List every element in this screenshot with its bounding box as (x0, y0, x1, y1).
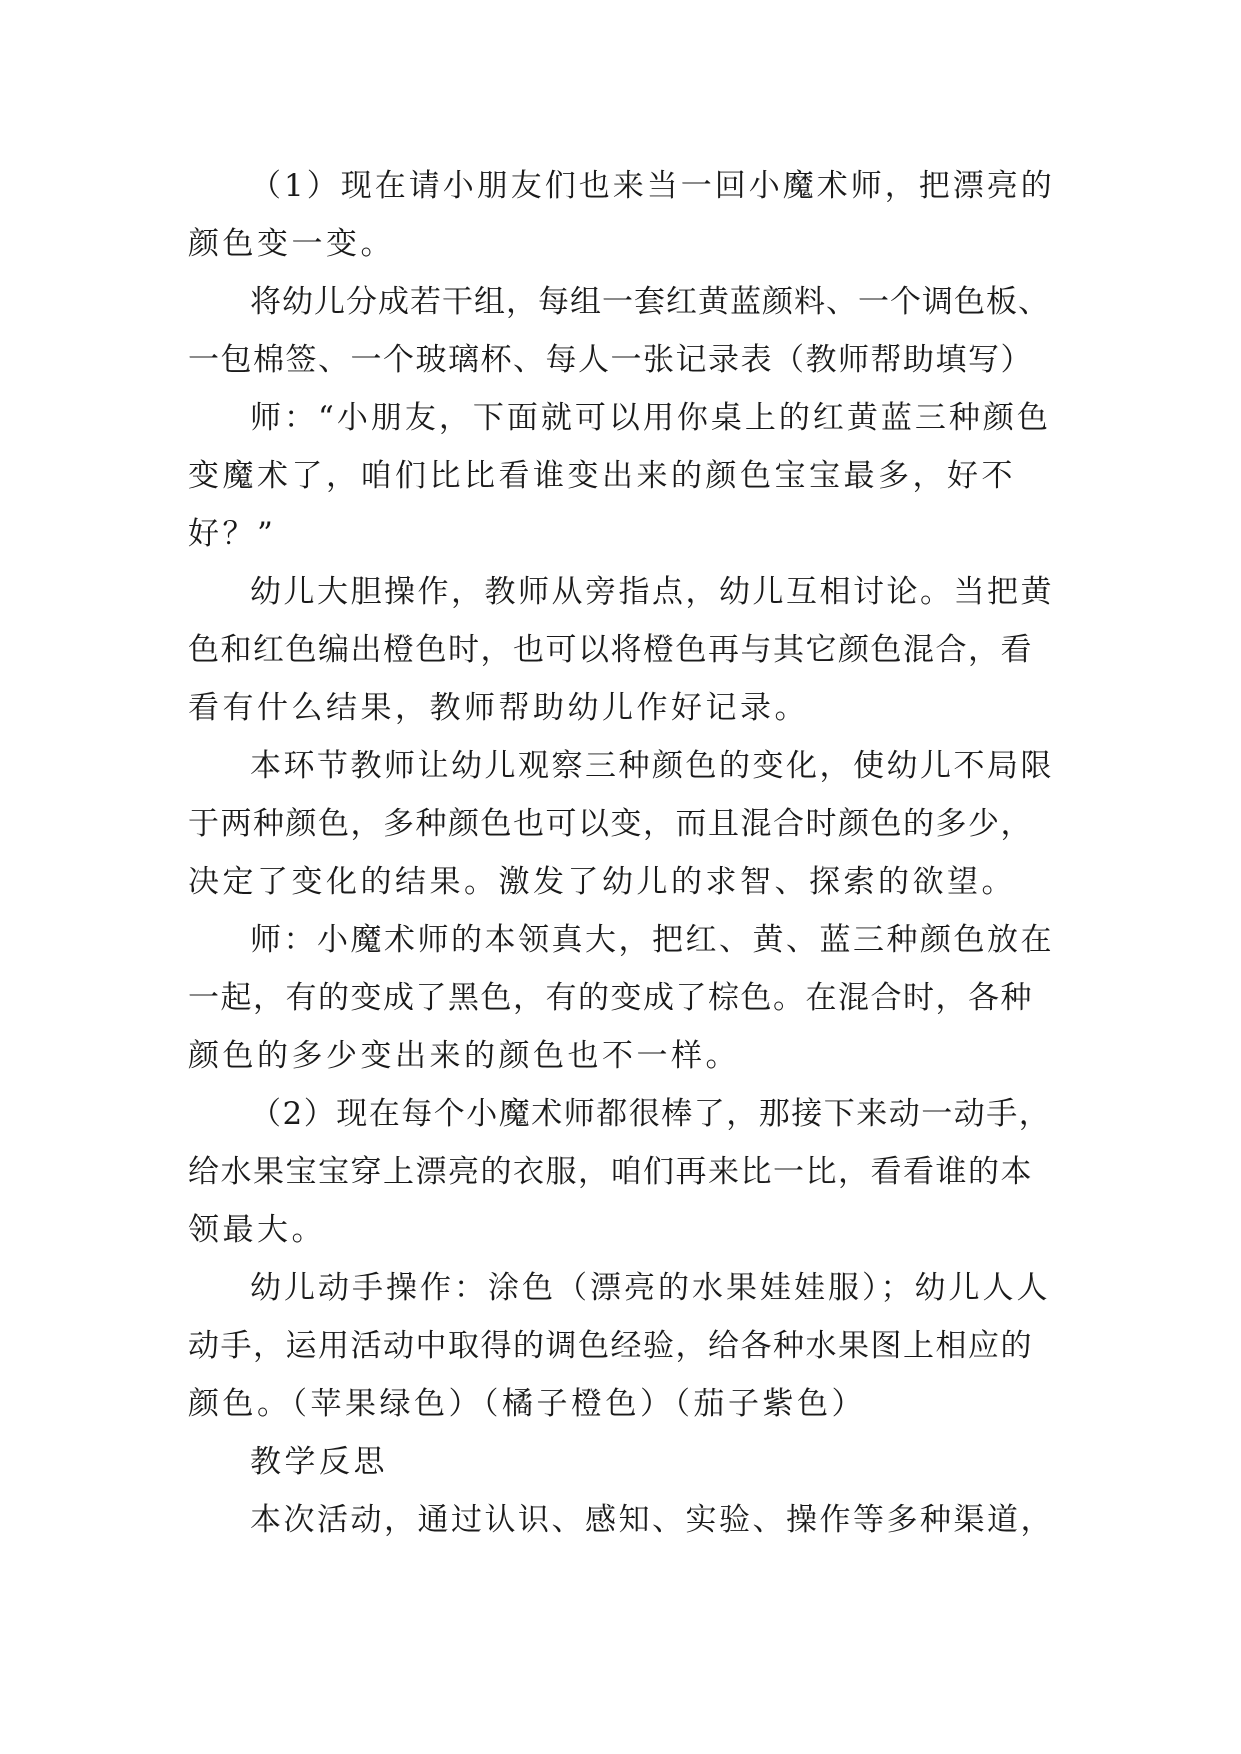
text-line: 师：“小朋友，下面就可以用你桌上的红黄蓝三种颜色 (250, 400, 1051, 436)
text-line: 本环节教师让幼儿观察三种颜色的变化，使幼儿不局限 (250, 748, 1054, 784)
section-heading: 教学反思 (250, 1444, 388, 1480)
text-line: 领最大。 (188, 1212, 326, 1248)
text-line: 看有什么结果，教师帮助幼儿作好记录。 (188, 690, 809, 726)
text-line: 给水果宝宝穿上漂亮的衣服，咱们再来比一比，看看谁的本 (188, 1154, 1033, 1190)
text-line: 决定了变化的结果。激发了幼儿的求智、探索的欲望。 (188, 864, 1016, 900)
text-line: 一包棉签、一个玻璃杯、每人一张记录表（教师帮助填写） (188, 342, 1033, 378)
text-line: （2）现在每个小魔术师都很棒了，那接下来动一动手， (250, 1096, 1052, 1132)
text-line: 幼儿动手操作：涂色（漂亮的水果娃娃服）；幼儿人人 (250, 1270, 1051, 1306)
text-line: 幼儿大胆操作，教师从旁指点，幼儿互相讨论。当把黄 (250, 574, 1054, 610)
text-line: 于两种颜色，多种颜色也可以变，而且混合时颜色的多少， (188, 806, 1033, 842)
text-line: （1）现在请小朋友们也来当一回小魔术师，把漂亮的 (250, 168, 1055, 204)
text-line: 颜色变一变。 (188, 226, 395, 262)
text-line: 本次活动，通过认识、感知、实验、操作等多种渠道， (250, 1502, 1054, 1538)
text-line: 师：小魔术师的本领真大，把红、黄、蓝三种颜色放在 (250, 922, 1054, 958)
document-body (188, 157, 1058, 1549)
text-line: 好？” (188, 516, 277, 552)
text-line: 变魔术了，咱们比比看谁变出来的颜色宝宝最多，好不 (188, 458, 1016, 494)
text-line: 将幼儿分成若干组，每组一套红黄蓝颜料、一个调色板、 (250, 284, 1050, 320)
text-line: 颜色的多少变出来的颜色也不一样。 (188, 1038, 740, 1074)
text-line: 色和红色编出橙色时，也可以将橙色再与其它颜色混合，看 (188, 632, 1033, 668)
text-line: 颜色。（苹果绿色）（橘子橙色）（茄子紫色） (188, 1386, 866, 1422)
text-line: 一起，有的变成了黑色，有的变成了棕色。在混合时，各种 (188, 980, 1033, 1016)
text-line: 动手，运用活动中取得的调色经验，给各种水果图上相应的 (188, 1328, 1033, 1364)
